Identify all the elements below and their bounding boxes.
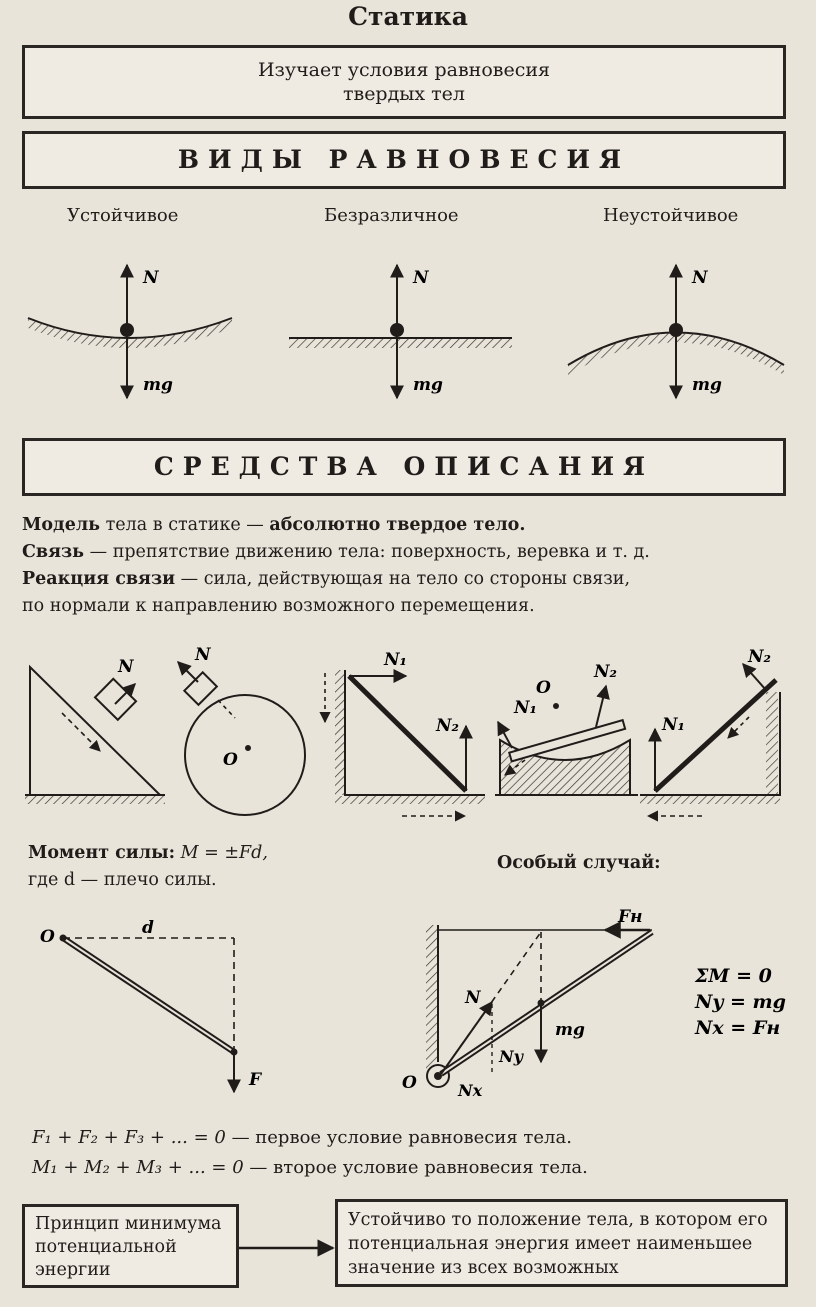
special-ny-label: Ny bbox=[499, 1047, 523, 1066]
rod-in-bowl-diagram bbox=[495, 662, 638, 795]
unstable-mg-label: mg bbox=[692, 375, 722, 395]
moment-f-label: F bbox=[249, 1070, 262, 1090]
step-n2-label: N₂ bbox=[748, 647, 771, 667]
stable-n-label: N bbox=[143, 268, 159, 288]
sphere-diagram bbox=[178, 645, 305, 815]
special-mg-label: mg bbox=[555, 1020, 585, 1040]
first-condition-formula: F₁ + F₂ + F₃ + ... = 0 bbox=[32, 1127, 226, 1148]
ladder-step-diagram bbox=[640, 647, 780, 816]
intro-line-2: твердых тел bbox=[342, 83, 465, 105]
special-nx-label: Nx bbox=[458, 1081, 483, 1100]
stable-mg-label: mg bbox=[143, 375, 173, 395]
unstable-diagram bbox=[568, 265, 784, 398]
special-o-label: O bbox=[402, 1073, 417, 1093]
label-stable: Устойчивое bbox=[67, 205, 179, 226]
incline-n-label: N bbox=[118, 657, 134, 677]
incline-diagram bbox=[25, 657, 165, 804]
step-n1-label: N₁ bbox=[662, 715, 685, 735]
ladder-wall-diagram bbox=[325, 650, 485, 816]
special-n-label: N bbox=[465, 988, 481, 1008]
section-heading-equilibrium: ВИДЫ РАВНОВЕСИЯ bbox=[22, 131, 786, 189]
bowl-o-label: O bbox=[536, 678, 551, 698]
neutral-n-label: N bbox=[413, 268, 429, 288]
bowl-n2-label: N₂ bbox=[594, 662, 617, 682]
page-title: Статика bbox=[348, 2, 468, 31]
principle-box: Принцип минимума потенциальной энергии bbox=[22, 1204, 239, 1288]
neutral-diagram bbox=[289, 265, 512, 398]
sphere-o-label: O bbox=[223, 750, 238, 770]
special-eq-1: ΣM = 0 bbox=[695, 965, 772, 987]
wall-n2-label: N₂ bbox=[436, 716, 459, 736]
section-heading-description: СРЕДСТВА ОПИСАНИЯ bbox=[22, 438, 786, 496]
term-reaction: Реакция связи bbox=[22, 569, 176, 589]
term-model: Модель bbox=[22, 515, 101, 535]
unstable-n-label: N bbox=[692, 268, 708, 288]
wall-n1-label: N₁ bbox=[384, 650, 407, 670]
special-eq-2: Ny = mg bbox=[695, 991, 786, 1013]
term-constraint: Связь bbox=[22, 542, 85, 562]
moment-definition: Момент силы: M = ±Fd, где d — плечо силы. bbox=[28, 843, 268, 890]
label-unstable: Неустойчивое bbox=[603, 205, 739, 226]
second-condition-formula: M₁ + M₂ + M₃ + ... = 0 bbox=[32, 1157, 244, 1178]
description-paragraph: Модель тела в статике — абсолютно твердое тело. Связь — препятствие движению тела: поверхность, веревка и т. д. Реакция связи — сила, действующая на тело со стороны связи, по нормали к направлению возможного перемещения. bbox=[22, 515, 650, 616]
principle-result-box: Устойчиво то положение тела, в котором его потенциальная энергия имеет наименьшее значение из всех возможных bbox=[335, 1199, 788, 1287]
special-fn-label: Fн bbox=[618, 907, 643, 927]
equilibrium-conditions: F₁ + F₂ + F₃ + ... = 0 — первое условие равновесия тела. M₁ + M₂ + M₃ + ... = 0 — второе условие равновесия тела. bbox=[32, 1127, 588, 1178]
neutral-mg-label: mg bbox=[413, 375, 443, 395]
special-case-diagram bbox=[402, 907, 786, 1100]
intro-line-1: Изучает условия равновесия bbox=[257, 59, 551, 81]
special-case-label: Особый случай: bbox=[497, 853, 661, 873]
sphere-n-label: N bbox=[195, 645, 211, 665]
moment-d-label: d bbox=[142, 918, 154, 938]
moment-diagram bbox=[40, 918, 263, 1092]
term-rigid-body: абсолютно твердое тело. bbox=[269, 515, 526, 535]
special-eq-3: Nx = Fн bbox=[695, 1017, 781, 1039]
bowl-n1-label: N₁ bbox=[514, 698, 537, 718]
stable-diagram bbox=[28, 265, 232, 398]
label-neutral: Безразличное bbox=[324, 205, 459, 226]
moment-o-label: O bbox=[40, 927, 55, 947]
